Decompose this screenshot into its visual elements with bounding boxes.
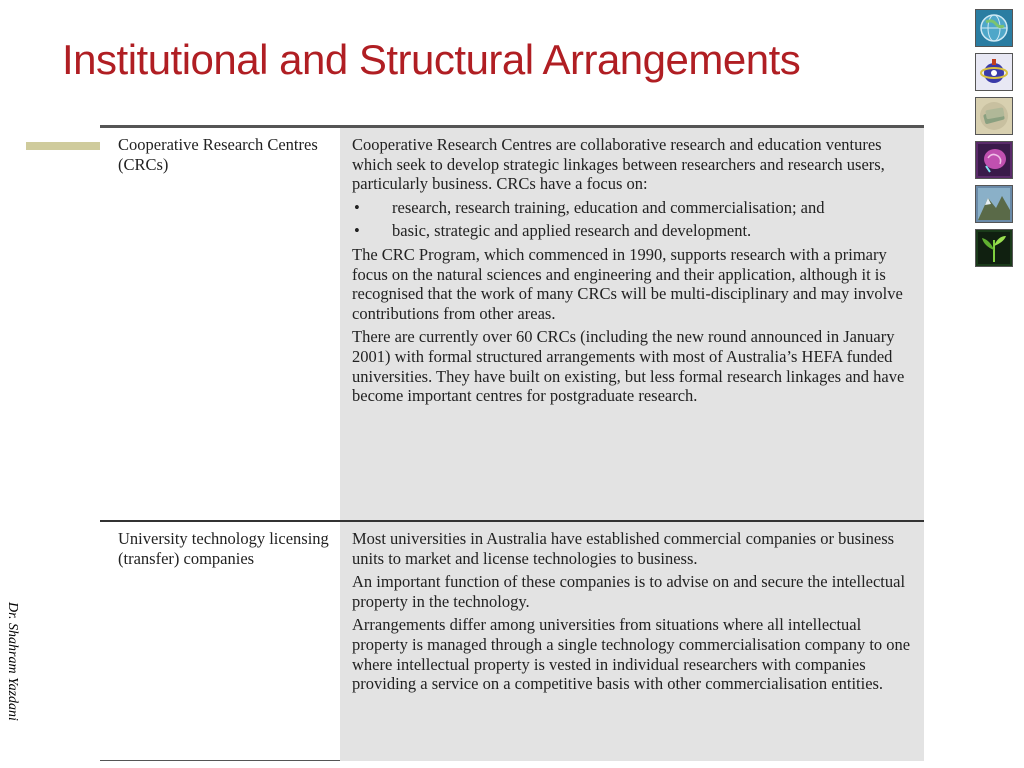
row-term: University technology licensing (transfer) companies	[118, 529, 329, 568]
bullet-item	[352, 221, 914, 241]
author-credit: Dr. Shahram Yazdani	[5, 602, 20, 721]
row-term: Cooperative Research Centres (CRCs)	[118, 135, 318, 174]
atom-icon	[975, 53, 1013, 91]
description-paragraph: Arrangements differ among universities from situations where all intellectual property is managed through a single technology commercialisation company to one where intellectual property is vested in individual researchers with companies providing a service on a competitive basis with other commercialisation entities.	[352, 615, 911, 694]
bullet-item	[352, 198, 914, 218]
slide-title: Institutional and Structural Arrangements	[62, 36, 801, 83]
description-paragraph: An important function of these companies is to advise on and secure the intellectual property in the technology.	[352, 572, 906, 611]
description-paragraph: The CRC Program, which commenced in 1990, supports research with a primary focus on the natural sciences and engineering and their application, although it is recognised that the work of many CRCs will be multi-disciplinary and may involve contributions from other areas.	[352, 244, 903, 323]
money-icon	[975, 97, 1013, 135]
brain-scan-icon	[975, 141, 1013, 179]
row-description	[340, 522, 924, 761]
plant-icon	[975, 229, 1013, 267]
table-row	[100, 128, 924, 522]
accent-bar	[26, 142, 104, 150]
crc-table	[100, 125, 924, 761]
bullet-text: research, research training, education and commercialisation; and	[392, 197, 825, 217]
mountain-icon	[975, 185, 1013, 223]
description-paragraph: Cooperative Research Centres are collaborative research and education ventures which seek to develop strategic linkages between researchers and research users, particularly business. CRCs have a focus on:	[352, 135, 885, 194]
bullet-text: basic, strategic and applied research and development.	[392, 221, 752, 241]
description-paragraph: There are currently over 60 CRCs (including the new round announced in January 2001) with formal structured arrangements with most of Australia’s HEFA funded universities. They have built on existing, but less formal research linkages and have become important centres for postgraduate research.	[352, 327, 905, 406]
table-row	[100, 522, 924, 761]
bullet-marker: •	[354, 197, 360, 217]
bullet-marker: •	[354, 221, 360, 241]
globe-icon	[975, 9, 1013, 47]
row-description	[340, 128, 924, 520]
description-paragraph: Most universities in Australia have established commercial companies or business units to market and license technologies to business.	[352, 529, 895, 568]
side-icon-strip	[975, 9, 1017, 273]
